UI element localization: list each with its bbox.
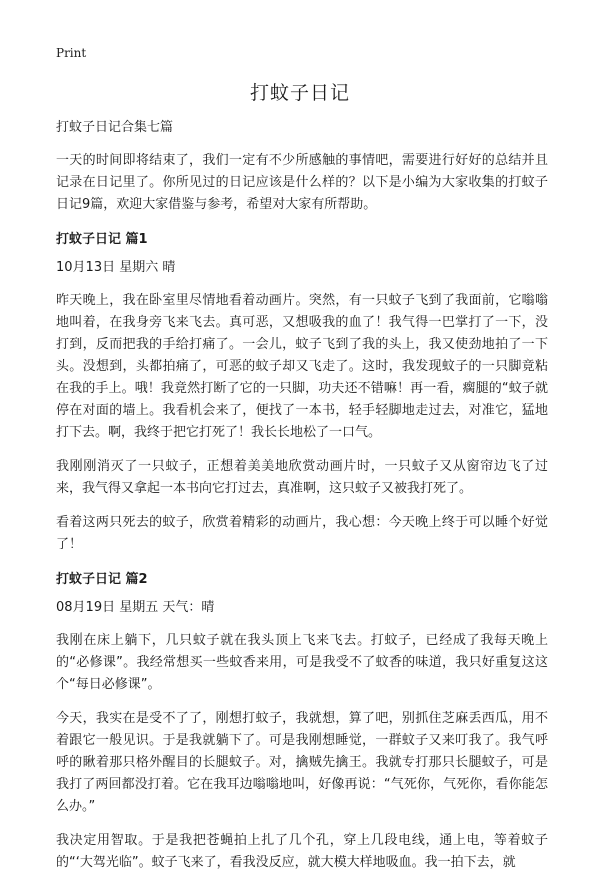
document-subtitle: 打蚊子日记合集七篇 (56, 120, 174, 135)
section-1-paragraph-3: 看着这两只死去的蚊子，欣赏着精彩的动画片，我心想：今天晚上终于可以睡个好觉了！ (56, 515, 548, 552)
section-2-paragraph-1: 我刚在床上躺下，几只蚊子就在我头顶上飞来飞去。打蚊子，已经成了我每天晚上的“必修课”。我经常想买一些蚊香来用，可是我受不了蚊香的味道，我只好重复这这个“每日必修课”。 (56, 633, 548, 692)
section-2-heading: 打蚊子日记 篇2 (56, 572, 148, 587)
intro-paragraph: 一天的时间即将结束了，我们一定有不少所感触的事情吧，需要进行好好的总结并且记录在日记里了。你所见过的日记应该是什么样的？以下是小编为大家收集的打蚊子日记9篇，欢迎大家借鉴与参考，希望对大家有所帮助。 (56, 153, 548, 212)
document-body (56, 120, 548, 886)
section-1-paragraph-2: 我刚刚消灭了一只蚊子，正想着美美地欣赏动画片时，一只蚊子又从窗帘边飞了过来，我气得又拿起一本书向它打过去，真准啊，这只蚊子又被我打死了。 (56, 459, 548, 496)
section-2-paragraph-2: 今天，我实在是受不了了，刚想打蚊子，我就想，算了吧，别抓住芝麻丢西瓜，用不着跟它一般见识。于是我就躺下了。可是我刚想睡觉，一群蚊子又来叮我了。我气呼呼的瞅着那只格外醒目的长腿蚊子。对，擒贼先擒王。我就专打那只长腿蚊子，可是我打了两回都没打着。它在我耳边嗡嗡地叫，好像再说：“气死你，气死你，看你能怎么办。” (56, 711, 548, 814)
section-1-paragraph-1: 昨天晚上，我在卧室里尽情地看着动画片。突然，有一只蚊子飞到了我面前，它嗡嗡地叫着，在我身旁飞来飞去。真可恶，又想吸我的血了！我气得一巴掌打了一下，没打到，反而把我的手给打痛了。一会儿，蚊子飞到了我的头上，我又使劲地拍了一下头。没想到，头都拍痛了，可恶的蚊子却又飞走了。这时，我发现蚊子的一只脚竟粘在我的手上。哦！我竟然打断了它的一只脚，功夫还不错嘛！再一看，瘸腿的“蚊子就停在对面的墙上。我看机会来了，便找了一本书，轻手轻脚地走过去，对准它，猛地打下去。啊，我终于把它打死了！我长长地松了一口气。 (56, 293, 548, 440)
page-title: 打蚊子日记 (249, 82, 350, 104)
section-1-heading: 打蚊子日记 篇1 (56, 232, 148, 247)
section-1-date: 10月13日 星期六 晴 (56, 260, 176, 275)
section-2-date: 08月19日 星期五 天气：晴 (56, 600, 215, 615)
section-2-paragraph-3: 我决定用智取。于是我把苍蝇拍上扎了几个孔，穿上几段电线，通上电，等着蚊子的“‘大驾光临”。蚊子飞来了，看我没反应，就大模大样地吸血。我一拍下去，就 (56, 833, 548, 870)
print-link[interactable]: Print (56, 46, 87, 60)
